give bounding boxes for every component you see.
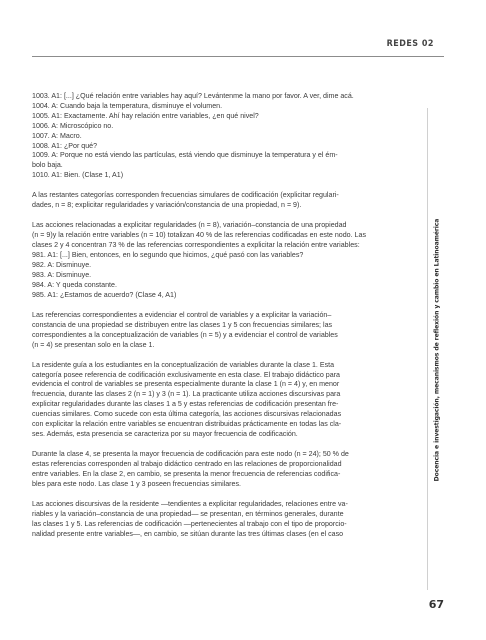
body-text bbox=[32, 92, 418, 550]
text-line: con explicitar la relación entre variables se encuentran distribuidas prácticamente en todas las cla- bbox=[32, 420, 342, 429]
text-line: 985. A1: ¿Estamos de acuerdo? (Clase 4, A1) bbox=[32, 290, 177, 299]
header-rule bbox=[32, 56, 444, 57]
text-line: 1009. A: Porque no está viendo las partículas, está viendo que disminuye la temperatura y el ém- bbox=[32, 151, 338, 160]
text-line: 983. A: Disminuye. bbox=[32, 270, 92, 279]
text-line: cuencias similares. Como sucede con esta última categoría, las acciones discursivas relacionadas bbox=[32, 410, 342, 419]
text-line: A las restantes categorías corresponden frecuencias simulares de codificación (explicitar regulari- bbox=[32, 191, 339, 200]
text-line: (n = 9)y la relación entre variables (n = 10) totalizan 40 % de las referencias codificadas en este nodo. Las bbox=[32, 231, 366, 240]
paragraph bbox=[32, 311, 418, 351]
running-header: REDES 02 bbox=[386, 38, 434, 49]
text-line: estas referencias corresponden al trabajo didáctico centrado en las relaciones de proporcionalidad bbox=[32, 459, 342, 468]
text-line: 1003. A1: [...] ¿Qué relación entre variables hay aquí? Levántenme la mano por favor. A ver, dime acá. bbox=[32, 92, 354, 100]
text-line: riables y la variación–constancia de una propiedad— se presentan, en términos generales, durante bbox=[32, 509, 344, 518]
text-line: las clases 1 y 5. Las referencias de codificación —pertenecientes al trabajo con el tipo de proporcio- bbox=[32, 519, 347, 528]
paragraph bbox=[32, 92, 418, 181]
side-divider bbox=[427, 108, 428, 590]
text-line: entre variables. En la clase 2, en cambio, se presenta la menor frecuencia de referencias codifica- bbox=[32, 469, 341, 478]
text-line: ses. Además, esta presencia se caracteriza por su mayor frecuencia de codificación. bbox=[32, 429, 298, 438]
text-line: dades, n = 8; explicitar regularidades y variación/constancia de una propiedad, n = 9). bbox=[32, 201, 302, 210]
text-line: Las acciones discursivas de la residente —tendientes a explicitar regularidades, relaciones entre va- bbox=[32, 499, 348, 508]
paragraph bbox=[32, 191, 418, 211]
text-line: categoría posee referencia de codificación exclusivamente en esta clase. El trabajo didáctico para bbox=[32, 370, 340, 379]
text-line: Las acciones relacionadas a explicitar regularidades (n = 8), variación–constancia de una propiedad bbox=[32, 221, 347, 230]
text-line: 981. A1: [...] Bien, entonces, en lo segundo que hicimos, ¿qué pasó con las variables? bbox=[32, 251, 304, 260]
text-line: correspondientes a la conceptualización de variables (n = 5) y a evidenciar el control de variables bbox=[32, 330, 338, 339]
text-line: 1006. A: Microscópico no. bbox=[32, 121, 114, 130]
text-line: 1007. A: Macro. bbox=[32, 131, 82, 140]
paragraph bbox=[32, 361, 418, 440]
text-line: Las referencias correspondientes a evidenciar el control de variables y a explicitar la variación– bbox=[32, 310, 332, 319]
text-line: evidencia el control de variables se presenta especialmente durante la clase 1 (n = 4) y, en menor bbox=[32, 380, 340, 389]
paragraph bbox=[32, 500, 418, 540]
text-line: 984. A: Y queda constante. bbox=[32, 280, 117, 289]
paragraph bbox=[32, 221, 418, 300]
text-line: 1008. A1: ¿Por qué? bbox=[32, 141, 98, 150]
paragraph bbox=[32, 450, 418, 490]
text-line: nalidad presente entre variables—, en cambio, se sitúan durante las tres últimas clases (en el caso bbox=[32, 529, 344, 538]
text-line: frecuencia, durante las clases 2 (n = 1) y 3 (n = 1). La practicante utiliza acciones discursivas para bbox=[32, 390, 341, 399]
text-line: 1005. A1: Exactamente. Ahí hay relación entre variables, ¿en qué nivel? bbox=[32, 111, 259, 120]
text-line: clases 2 y 4 concentran 73 % de las referencias correspondientes a explicitar la relación entre variables: bbox=[32, 241, 360, 250]
text-line: explicitar regularidades durante las clases 1 a 5 y estas referencias de codificación presentan fre- bbox=[32, 400, 339, 409]
text-line: 1010. A1: Bien. (Clase 1, A1) bbox=[32, 171, 124, 180]
text-line: 1004. A: Cuando baja la temperatura, disminuye el volumen. bbox=[32, 101, 223, 110]
text-line: Durante la clase 4, se presenta la mayor frecuencia de codificación para este nodo (n = 24); 50 % de bbox=[32, 450, 349, 459]
side-section-title: Docencia e investigación, mecanismos de reflexión y cambio en Latinoamérica bbox=[433, 218, 441, 482]
text-line: La residente guía a los estudiantes en la conceptualización de variables durante la clase 1. Esta bbox=[32, 360, 335, 369]
text-line: 982. A: Disminuye. bbox=[32, 260, 92, 269]
text-line: bolo baja. bbox=[32, 161, 63, 170]
text-line: (n = 4) se presentan solo en la clase 1. bbox=[32, 340, 155, 349]
page-number: 67 bbox=[428, 598, 444, 611]
text-line: bles para este nodo. Las clase 1 y 3 poseen frecuencias similares. bbox=[32, 479, 241, 488]
text-line: constancia de una propiedad se distribuyen entre las clases 1 y 5 con frecuencias similares; las bbox=[32, 320, 333, 329]
